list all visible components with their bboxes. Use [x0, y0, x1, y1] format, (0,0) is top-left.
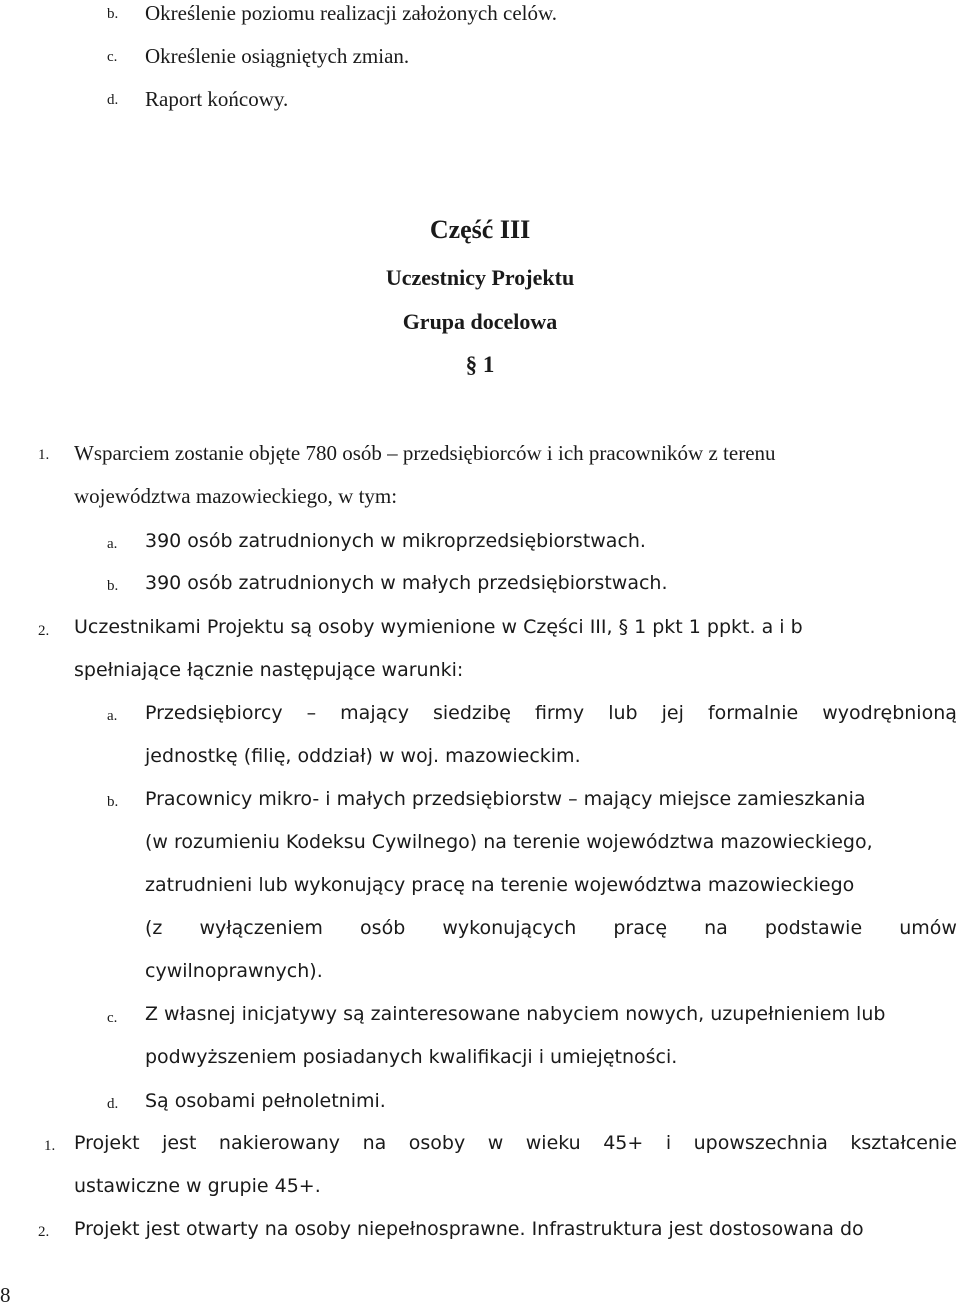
list-marker-c: c. [107, 49, 118, 65]
word: w [487, 1132, 504, 1154]
word: wyodrębnioną [822, 702, 957, 724]
condition-b-line-1: Pracownicy mikro- i małych przedsiębiorstw – mający miejsce zamieszkania [145, 788, 866, 810]
word: (z [145, 917, 163, 939]
word: formalnie [707, 702, 799, 724]
paragraph-2-line-2: spełniające łącznie następujące warunki: [74, 659, 464, 681]
condition-b-line-4 [145, 917, 957, 939]
word: jest [162, 1132, 197, 1154]
top-list-item-b: Określenie poziomu realizacji założonych celów. [145, 1, 558, 25]
condition-c-line-1: Z własnej inicjatywy są zainteresowane nabyciem nowych, uzupełnieniem lub [145, 1003, 886, 1025]
word: na [362, 1132, 387, 1154]
list-marker-d: d. [107, 1096, 119, 1112]
word: umów [899, 917, 957, 939]
paragraph-1-line-1: Wsparciem zostanie objęte 780 osób – przedsiębiorców i ich pracowników z terenu [74, 441, 776, 465]
section-symbol: § 1 [465, 352, 495, 377]
paragraph-marker-1: 1. [38, 447, 50, 463]
word: osoby [408, 1132, 466, 1154]
condition-c-line-2: podwyższeniem posiadanych kwalifikacji i umiejętności. [145, 1046, 678, 1068]
list-marker-c: c. [107, 1010, 118, 1026]
word: na [704, 917, 728, 939]
word: siedzibę [432, 702, 511, 724]
word: lub [608, 702, 638, 724]
word: i [665, 1132, 672, 1154]
paragraph-1-item-b: 390 osób zatrudnionych w małych przedsiębiorstwach. [145, 572, 668, 594]
list-marker-b: b. [107, 6, 119, 22]
word: osób [360, 917, 406, 939]
list-marker-a: a. [107, 536, 118, 552]
word: Projekt [74, 1132, 140, 1154]
list-marker-b: b. [107, 578, 119, 594]
word: podstawie [764, 917, 863, 939]
paragraph-1-line-2: województwa mazowieckiego, w tym: [74, 484, 398, 508]
paragraph-marker-3: 1. [44, 1138, 56, 1154]
subtitle-target-group: Grupa docelowa [402, 309, 558, 334]
word: nakierowany [218, 1132, 341, 1154]
condition-b-line-3: zatrudnieni lub wykonujący pracę na terenie województwa mazowieckiego [145, 874, 855, 896]
part-heading: Część III [429, 215, 531, 244]
subtitle-participants: Uczestnicy Projektu [385, 265, 575, 290]
paragraph-4-line-1: Projekt jest otwarty na osoby niepełnosprawne. Infrastruktura jest dostosowana do [74, 1218, 864, 1240]
paragraph-3-line-2: ustawiczne w grupie 45+. [74, 1175, 321, 1197]
paragraph-1-item-a: 390 osób zatrudnionych w mikroprzedsiębiorstwach. [145, 530, 646, 552]
paragraph-marker-4: 2. [38, 1224, 50, 1240]
condition-b-line-5: cywilnoprawnych). [145, 960, 323, 982]
word: mający [340, 702, 409, 724]
word: firmy [534, 702, 585, 724]
list-marker-b: b. [107, 794, 119, 810]
word: kształcenie [850, 1132, 957, 1154]
list-marker-d: d. [107, 92, 119, 108]
condition-b-line-2: (w rozumieniu Kodeksu Cywilnego) na terenie województwa mazowieckiego, [145, 831, 873, 853]
word: – [306, 702, 317, 724]
word: pracę [613, 917, 668, 939]
top-list-item-d: Raport końcowy. [145, 87, 289, 111]
word: upowszechnia [693, 1132, 828, 1154]
condition-a-line-2: jednostkę (filię, oddział) w woj. mazowieckim. [145, 745, 581, 767]
word: wykonujących [442, 917, 577, 939]
page-number: 8 [0, 1283, 11, 1307]
word: wieku [525, 1132, 581, 1154]
condition-a-line-1 [145, 702, 957, 724]
top-list-item-c: Określenie osiągniętych zmian. [145, 44, 410, 68]
condition-d: Są osobami pełnoletnimi. [145, 1090, 386, 1112]
word: Przedsiębiorcy [145, 702, 283, 724]
word: 45+ [603, 1132, 644, 1154]
paragraph-3-line-1 [74, 1132, 957, 1154]
paragraph-marker-2: 2. [38, 623, 50, 639]
word: wyłączeniem [199, 917, 323, 939]
word: jej [661, 702, 684, 724]
paragraph-2-line-1: Uczestnikami Projektu są osoby wymienione w Części III, § 1 pkt 1 ppkt. a i b [74, 616, 803, 638]
list-marker-a: a. [107, 708, 118, 724]
